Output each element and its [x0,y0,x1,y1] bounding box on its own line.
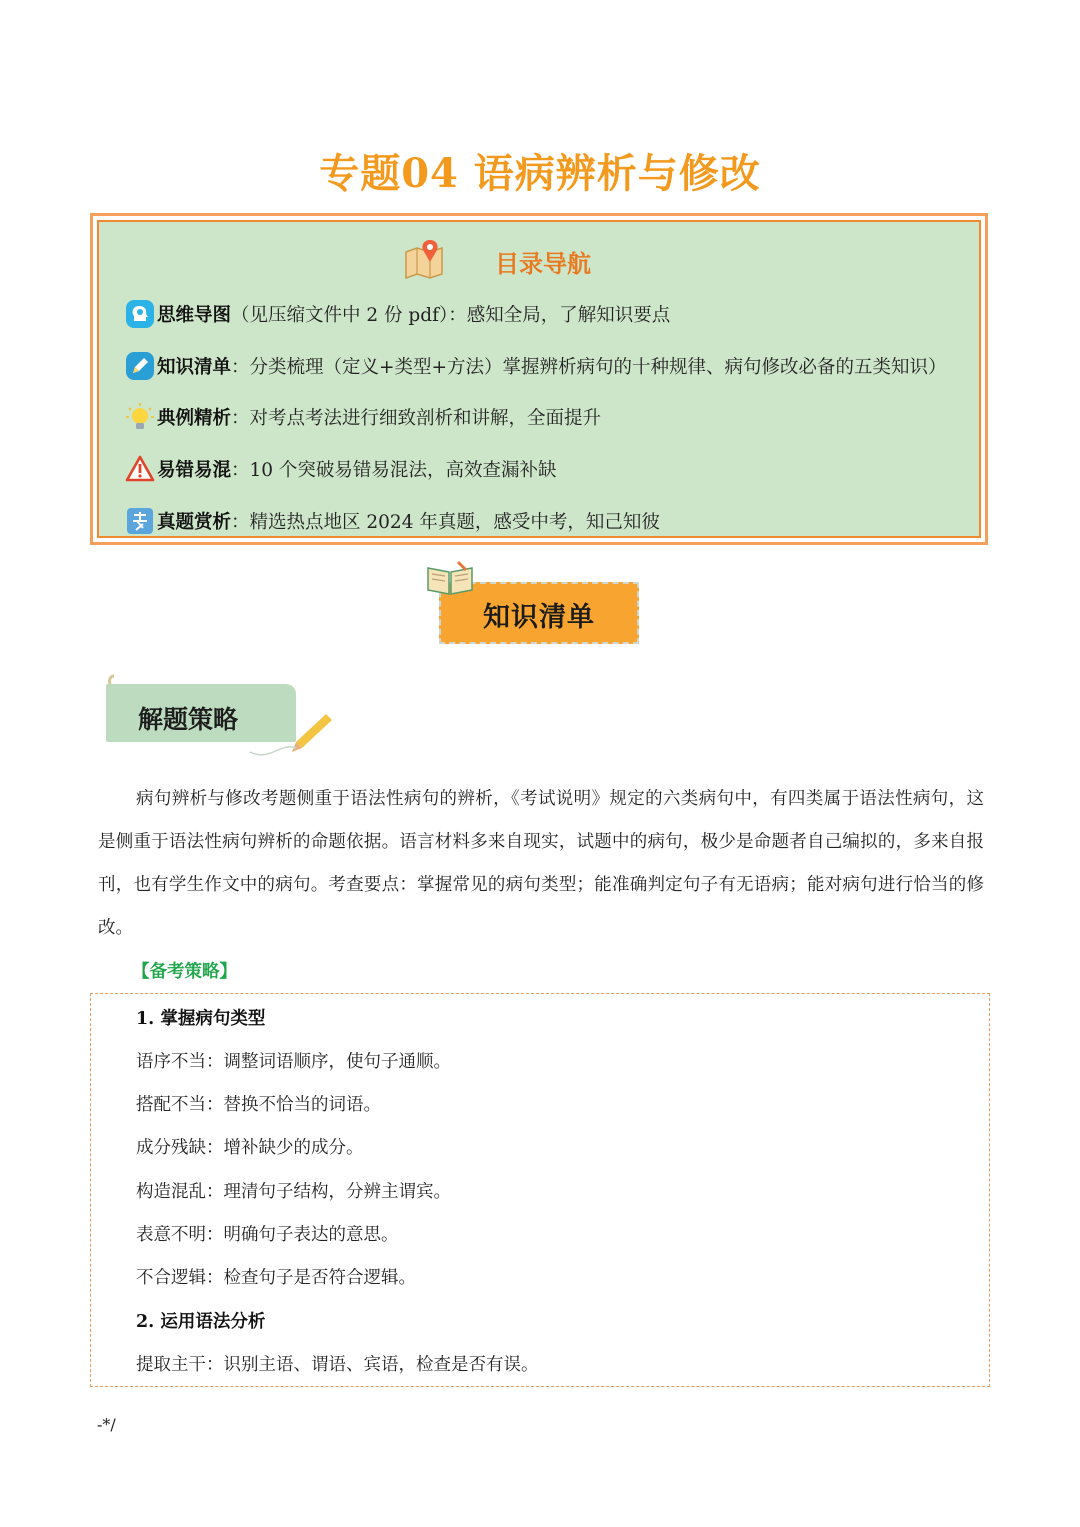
brain-head-icon [125,299,155,329]
toc-item-real-exams[interactable] [125,505,660,537]
toc-item-label: 真题赏析 [157,512,232,533]
toc-item-desc: ：对考点考法进行细致剖析和讲解，全面提升 [231,408,602,429]
toc-navigation-box [90,213,988,545]
list-item: 不合逻辑：检查句子是否符合逻辑。 [136,1268,416,1288]
toc-item-knowledge-list[interactable] [125,350,947,382]
warning-icon [125,454,155,484]
list-item: 成分残缺：增补缺少的成分。 [136,1138,364,1158]
intro-paragraph: 病句辨析与修改考题侧重于语法性病句的辨析，《考试说明》规定的六类病句中，有四类属于语法性病句，这是侧重于语法性病句辨析的命题依据。语言材料多来自现实，试题中的病句，极少是命题者自己编拟的，多来自报刊，也有学生作文中的病句。考查要点：掌握常见的病句类型；能准确判定句子有无语病；能对病句进行恰当的修改。 [98,789,984,938]
exam-icon [125,506,155,536]
list-item: 提取主干：识别主语、谓语、宾语，检查是否有误。 [136,1355,539,1375]
page-title: 专题04 语病辨析与修改 [319,150,761,197]
toc-item-desc: ：分类梳理（定义+类型+方法）掌握辨析病句的十种规律、病句修改必备的五类知识） [231,357,947,378]
toc-navigation-panel [97,220,981,538]
toc-item-desc: ：精选热点地区 2024 年真题，感受中考，知己知彼 [231,512,660,533]
toc-item-label: 典例精析 [157,408,232,429]
pencil-icon [125,351,155,381]
toc-item-mind-map[interactable] [125,298,670,330]
footer-text: -*/ [97,1415,116,1434]
toc-item-mistakes[interactable] [125,453,556,485]
toc-title: 目录导航 [495,250,591,278]
lightbulb-icon [125,402,155,432]
section-title: 1. 掌握病句类型 [136,1009,266,1029]
badge-label: 知识清单 [483,602,595,633]
list-item: 语序不当：调整词语顺序，使句子通顺。 [136,1052,451,1072]
list-item: 构造混乱：理清句子结构，分辨主谓宾。 [136,1182,451,1202]
toc-item-label: 知识清单 [157,357,232,378]
toc-item-examples[interactable] [125,401,601,433]
open-book-icon [426,560,474,596]
toc-item-desc: ：10 个突破易错易混法，高效查漏补缺 [231,460,557,481]
toc-item-desc: （见压缩文件中 2 份 pdf）：感知全局，了解知识要点 [231,305,671,326]
toc-item-label: 思维导图 [157,305,232,326]
toc-item-label: 易错易混 [157,460,232,481]
section-title: 2. 运用语法分析 [136,1312,266,1332]
toc-header [99,236,979,282]
strategy-tag-text: 解题策略 [138,705,239,734]
list-item: 表意不明：明确句子表达的意思。 [136,1225,399,1245]
knowledge-list-badge [424,560,664,660]
list-item: 搭配不当：替换不恰当的词语。 [136,1095,381,1115]
map-pin-icon [402,236,446,280]
prep-heading: 【备考策略】 [132,962,237,982]
strategy-label [100,672,340,768]
